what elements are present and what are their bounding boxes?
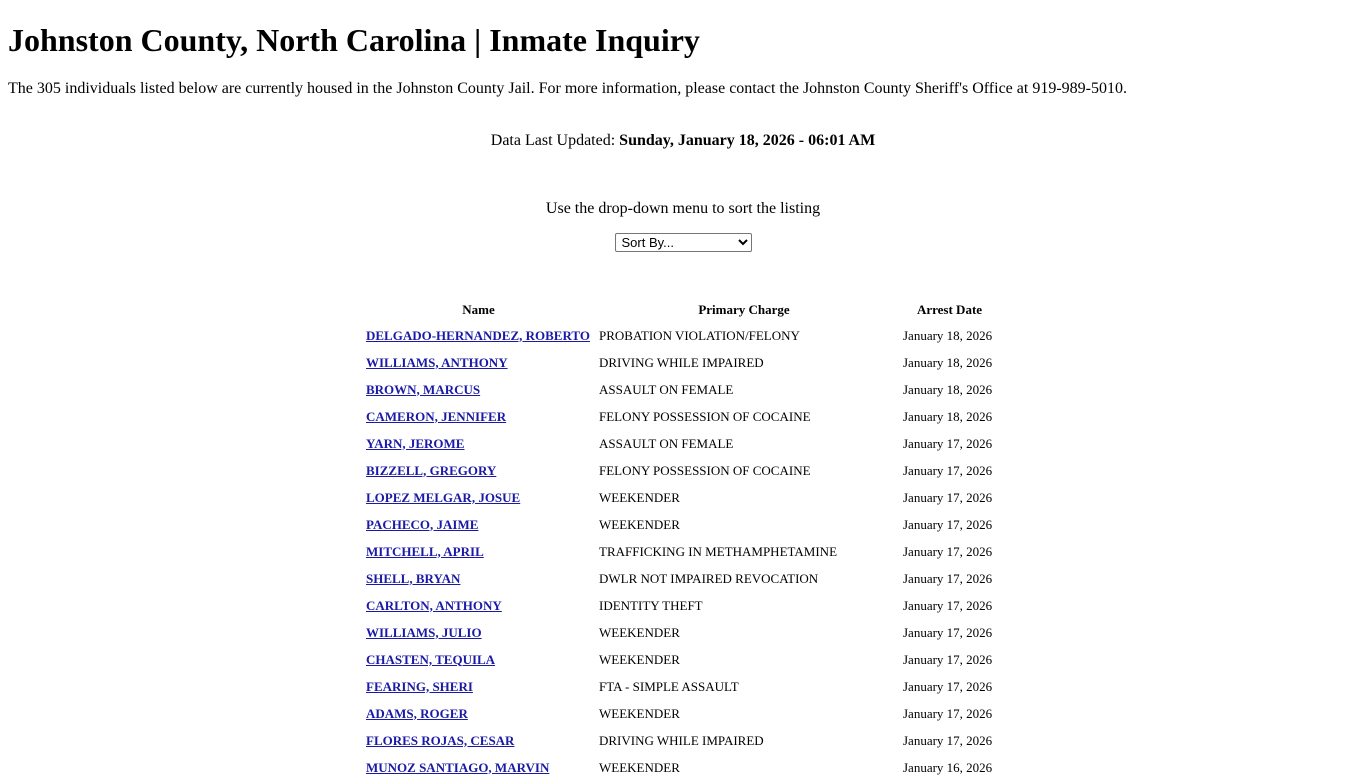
arrest-date-cell: January 17, 2026	[903, 462, 993, 478]
name-cell	[362, 430, 595, 457]
primary-charge-cell: WEEKENDER	[599, 759, 680, 775]
inmate-name-link[interactable]: WILLIAMS, ANTHONY	[366, 354, 508, 370]
table-row	[362, 484, 1006, 511]
column-header-name: Name	[462, 301, 495, 317]
primary-charge-cell: PROBATION VIOLATION/FELONY	[599, 327, 800, 343]
table-row	[362, 349, 1006, 376]
inmate-name-link[interactable]: CHASTEN, TEQUILA	[366, 651, 496, 667]
sort-hint: Use the drop-down menu to sort the listing	[545, 200, 821, 217]
name-cell	[362, 457, 595, 484]
primary-charge-cell: TRAFFICKING IN METHAMPHETAMINE	[599, 543, 838, 559]
inmate-name-link[interactable]: MUNOZ SANTIAGO, MARVIN	[366, 759, 550, 775]
inmate-name-link[interactable]: CAMERON, JENNIFER	[366, 408, 507, 424]
inmate-name-link[interactable]: FLORES ROJAS, CESAR	[366, 732, 515, 748]
inmate-name-link[interactable]: FEARING, SHERI	[366, 678, 473, 694]
inmate-name-link[interactable]: MITCHELL, APRIL	[366, 543, 484, 559]
arrest-date-cell: January 17, 2026	[903, 516, 993, 532]
last-updated	[0, 131, 1366, 151]
table-row	[362, 403, 1006, 430]
table-row	[362, 592, 1006, 619]
primary-charge-cell: FELONY POSSESSION OF COCAINE	[599, 462, 811, 478]
name-cell	[362, 673, 595, 700]
name-cell	[362, 511, 595, 538]
inmate-name-link[interactable]: DELGADO-HERNANDEZ, ROBERTO	[366, 327, 590, 343]
name-cell	[362, 700, 595, 727]
table-row	[362, 376, 1006, 403]
inmate-name-link[interactable]: LOPEZ MELGAR, JOSUE	[366, 489, 521, 505]
name-cell	[362, 349, 595, 376]
table-row	[362, 538, 1006, 565]
primary-charge-cell: DRIVING WHILE IMPAIRED	[599, 732, 764, 748]
primary-charge-cell: WEEKENDER	[599, 705, 680, 721]
name-cell	[362, 592, 595, 619]
table-header-row	[362, 297, 1006, 322]
name-cell	[362, 322, 595, 349]
arrest-date-cell: January 18, 2026	[903, 408, 993, 424]
primary-charge-cell: FTA - SIMPLE ASSAULT	[599, 678, 739, 694]
arrest-date-cell: January 17, 2026	[903, 624, 993, 640]
name-cell	[362, 376, 595, 403]
inmate-name-link[interactable]: WILLIAMS, JULIO	[366, 624, 482, 640]
name-cell	[362, 727, 595, 754]
table-row	[362, 430, 1006, 457]
arrest-date-cell: January 17, 2026	[903, 705, 993, 721]
arrest-date-cell: January 17, 2026	[903, 678, 993, 694]
name-cell	[362, 565, 595, 592]
arrest-date-cell: January 17, 2026	[903, 651, 993, 667]
table-row	[362, 646, 1006, 673]
inmate-name-link[interactable]: PACHECO, JAIME	[366, 516, 479, 532]
inmate-name-link[interactable]: BIZZELL, GREGORY	[366, 462, 497, 478]
name-cell	[362, 538, 595, 565]
last-updated-value: Sunday, January 18, 2026 - 06:01 AM	[619, 132, 876, 149]
inmate-name-link[interactable]: YARN, JEROME	[366, 435, 465, 451]
table-row	[362, 322, 1006, 349]
inmate-name-link[interactable]: BROWN, MARCUS	[366, 381, 481, 397]
table-row	[362, 700, 1006, 727]
primary-charge-cell: WEEKENDER	[599, 489, 680, 505]
primary-charge-cell: DRIVING WHILE IMPAIRED	[599, 354, 764, 370]
arrest-date-cell: January 17, 2026	[903, 489, 993, 505]
primary-charge-cell: WEEKENDER	[599, 624, 680, 640]
arrest-date-cell: January 17, 2026	[903, 732, 993, 748]
primary-charge-cell: DWLR NOT IMPAIRED REVOCATION	[599, 570, 819, 586]
name-cell	[362, 403, 595, 430]
primary-charge-cell: FELONY POSSESSION OF COCAINE	[599, 408, 811, 424]
table-row	[362, 673, 1006, 700]
name-cell	[362, 646, 595, 673]
arrest-date-cell: January 17, 2026	[903, 597, 993, 613]
inmate-name-link[interactable]: CARLTON, ANTHONY	[366, 597, 502, 613]
primary-charge-cell: IDENTITY THEFT	[599, 597, 703, 613]
intro-text: The 305 individuals listed below are currently housed in the Johnston County Jail. For more information, please contact the Johnston County Sheriff's Office at 919-989-5010.	[8, 80, 1127, 97]
page-title: Johnston County, North Carolina | Inmate Inquiry	[8, 22, 700, 58]
sort-container	[0, 233, 1366, 252]
primary-charge-cell: ASSAULT ON FEMALE	[599, 435, 734, 451]
primary-charge-cell: ASSAULT ON FEMALE	[599, 381, 734, 397]
table-row	[362, 511, 1006, 538]
column-header-arrest-date: Arrest Date	[916, 301, 983, 317]
table-row	[362, 457, 1006, 484]
arrest-date-cell: January 16, 2026	[903, 759, 993, 775]
table-row	[362, 565, 1006, 592]
primary-charge-cell: WEEKENDER	[599, 651, 680, 667]
arrest-date-cell: January 17, 2026	[903, 435, 993, 451]
arrest-date-cell: January 17, 2026	[903, 570, 993, 586]
table-body	[362, 322, 1006, 781]
name-cell	[362, 484, 595, 511]
inmate-table	[362, 297, 1006, 781]
table-row	[362, 727, 1006, 754]
arrest-date-cell: January 18, 2026	[903, 381, 993, 397]
arrest-date-cell: January 18, 2026	[903, 354, 993, 370]
arrest-date-cell: January 17, 2026	[903, 543, 993, 559]
last-updated-label: Data Last Updated:	[490, 132, 620, 149]
name-cell	[362, 619, 595, 646]
table-row	[362, 619, 1006, 646]
arrest-date-cell: January 18, 2026	[903, 327, 993, 343]
inmate-name-link[interactable]: SHELL, BRYAN	[366, 570, 461, 586]
column-header-primary-charge: Primary Charge	[698, 301, 790, 317]
primary-charge-cell: WEEKENDER	[599, 516, 680, 532]
inmate-name-link[interactable]: ADAMS, ROGER	[366, 705, 468, 721]
sort-by-select[interactable]	[615, 233, 752, 252]
